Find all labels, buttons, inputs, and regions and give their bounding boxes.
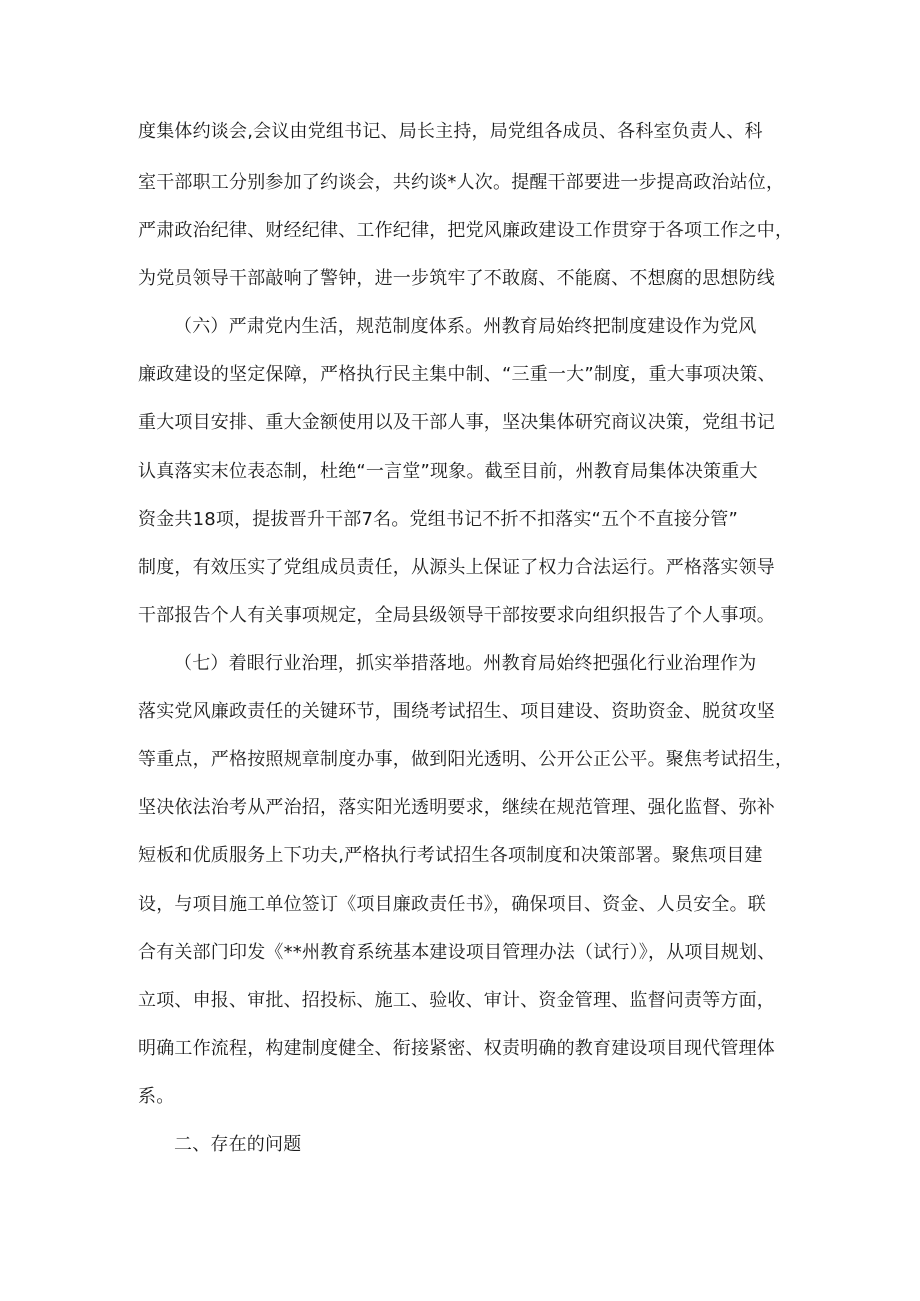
paragraph-1-line-1: 度集体约谈会,会议由党组书记、局长主持，局党组各成员、各科室负责人、科	[138, 121, 763, 142]
paragraph-2-line-3: 重大项目安排、重大金额使用以及干部人事，坚决集体研究商议决策，党组书记	[138, 412, 775, 433]
paragraph-3-line-1: （七）着眼行业治理，抓实举措落地。州教育局始终把强化行业治理作为	[174, 653, 757, 674]
paragraph-3-line-7: 合有关部门印发《**州教育系统基本建设项目管理办法（试行）》，从项目规划、	[138, 942, 776, 963]
paragraph-2-line-7: 干部报告个人有关事项规定，全局县级领导干部按要求向组织报告了个人事项。	[138, 605, 775, 626]
paragraph-1-line-3: 严肃政治纪律、财经纪律、工作纪律，把党风廉政建设工作贯穿于各项工作之中，	[138, 220, 794, 241]
paragraph-3-line-5: 短板和优质服务上下功夫,严格执行考试招生各项制度和决策部署。聚焦项目建	[138, 845, 763, 866]
section-heading: 二、存在的问题	[174, 1134, 302, 1155]
paragraph-3-line-3: 等重点，严格按照规章制度办事，做到阳光透明、公开公正公平。聚焦考试招生，	[138, 749, 794, 770]
paragraph-2-line-5: 资金共18项，提拔晋升干部7名。党组书记不折不扣落实“五个不直接分管”	[138, 509, 739, 530]
paragraph-3-line-8: 立项、申报、审批、招投标、施工、验收、审计、资金管理、监督问责等方面，	[138, 990, 775, 1011]
paragraph-3-line-4: 坚决依法治考从严治招，落实阳光透明要求，继续在规范管理、强化监督、弥补	[138, 797, 775, 818]
paragraph-2-line-2: 廉政建设的坚定保障，严格执行民主集中制、“三重一大”制度，重大事项决策、	[138, 364, 776, 385]
paragraph-2-line-1: （六）严肃党内生活，规范制度体系。州教育局始终把制度建设作为党风	[174, 316, 757, 337]
paragraph-2-line-6: 制度，有效压实了党组成员责任，从源头上保证了权力合法运行。严格落实领导	[138, 557, 775, 578]
paragraph-1-line-2: 室干部职工分别参加了约谈会，共约谈*人次。提醒干部要进一步提高政治站位，	[138, 172, 785, 193]
paragraph-3-line-6: 设，与项目施工单位签订《项目廉政责任书》，确保项目、资金、人员安全。联	[138, 894, 766, 915]
paragraph-2-line-4: 认真落实末位表态制，杜绝“一言堂”现象。截至目前，州教育局集体决策重大	[138, 461, 758, 482]
paragraph-3-line-2: 落实党风廉政责任的关键环节，围绕考试招生、项目建设、资助资金、脱贫攻坚	[138, 701, 775, 722]
paragraph-1-line-4: 为党员领导干部敲响了警钟，进一步筑牢了不敢腐、不能腐、不想腐的思想防线	[138, 268, 775, 289]
paragraph-3-line-10: 系。	[138, 1086, 175, 1107]
paragraph-3-line-9: 明确工作流程，构建制度健全、衔接紧密、权责明确的教育建设项目现代管理体	[138, 1038, 775, 1059]
